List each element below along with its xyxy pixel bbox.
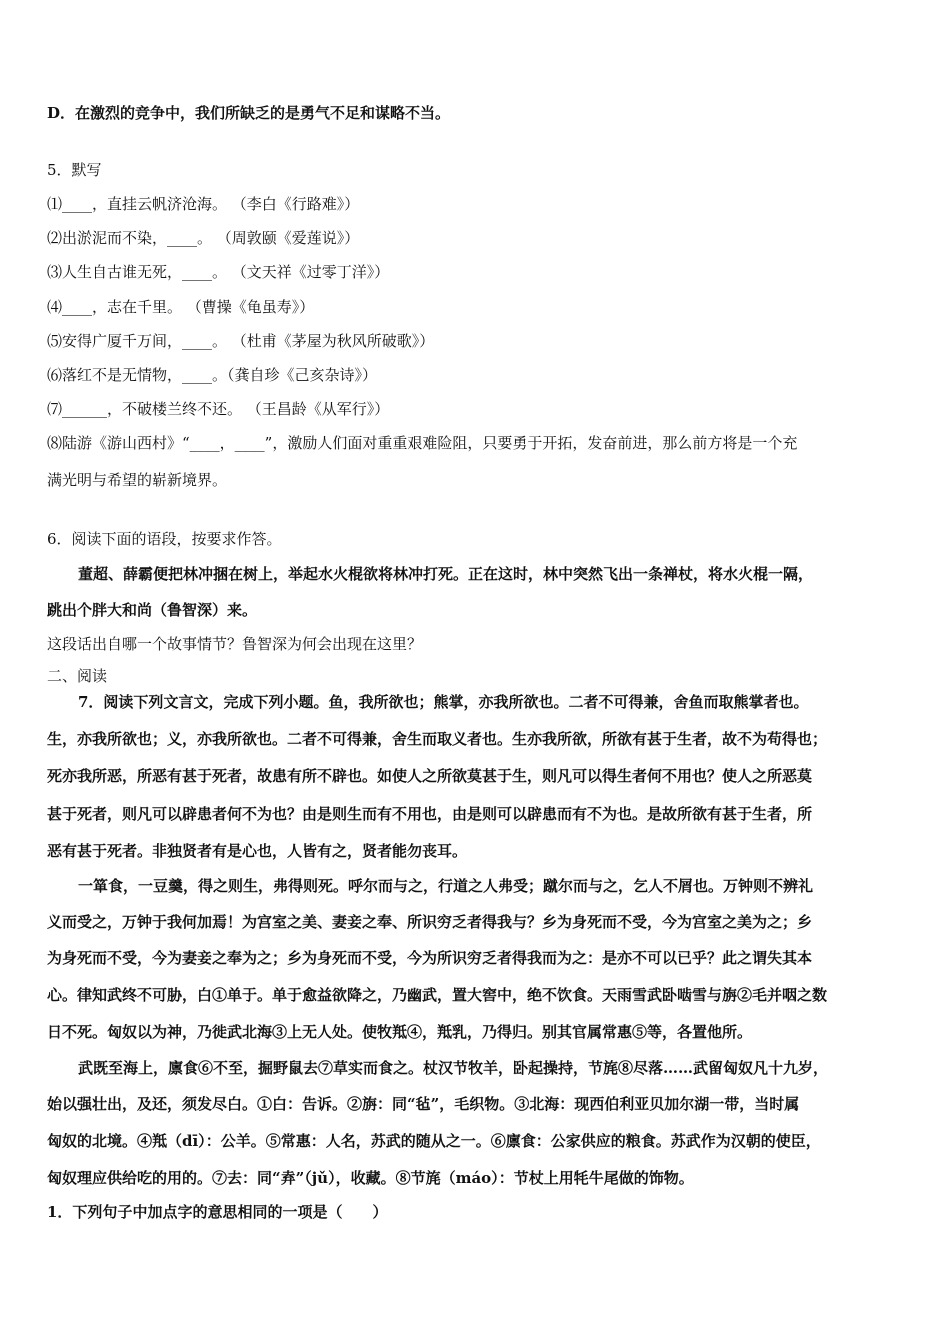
q7-line-3: 死亦我所恶，所恶有甚于死者，故患有所不辟也。如使人之所欲莫甚于生，则凡可以得生者何不用也？使人之所恶莫	[47, 767, 813, 785]
q7-line-2: 生，亦我所欲也；义，亦我所欲也。二者不可得兼，舍生而取义者也。生亦我所欲，所欲有甚于生者，故不为苟得也；	[47, 730, 828, 748]
q7-line-13: 匈奴的北境。④羝（dī）：公羊。⑤常惠：人名，苏武的随从之一。⑥廪食：公家供应的粮食。苏武作为汉朝的使臣，	[47, 1132, 821, 1150]
q6-passage-line-2: 跳出个胖大和尚（鲁智深）来。	[47, 601, 258, 619]
q5-item-7: ⑺______，不破楼兰终不还。 （王昌龄《从军行》）	[47, 400, 390, 418]
q5-item-8-cont: 满光明与希望的崭新境界。	[47, 471, 228, 489]
q5-item-6: ⑹落红不是无情物，____。（龚自珍《己亥杂诗》）	[47, 366, 378, 384]
q5-item-4: ⑷____，志在千里。 （曹操《龟虽寿》）	[47, 298, 315, 316]
q7-line-9: 心。律知武终不可胁，白①单于。单于愈益欲降之，乃幽武，置大窖中，绝不饮食。天雨雪武卧啮雪与旃②毛并咽之数	[47, 986, 828, 1004]
q1-prompt: 1．下列句子中加点字的意思相同的一项是（ ）	[47, 1203, 388, 1221]
q7-line-7: 义而受之，万钟于我何加焉！为宫室之美、妻妾之奉、所识穷乏者得我与？乡为身死而不受，今为宫室之美为之；乡	[47, 913, 813, 931]
q5-item-8: ⑻陆游《游山西村》“____，____”，激励人们面对重重艰难险阻，只要勇于开拓，发奋前进，那么前方将是一个充	[47, 434, 798, 452]
q5-item-2: ⑵出淤泥而不染，____。 （周敦颐《爱莲说》）	[47, 229, 360, 247]
q5-title: 5．默写	[47, 161, 102, 179]
q7-line-1: 7．阅读下列文言文，完成下列小题。鱼，我所欲也；熊掌，亦我所欲也。二者不可得兼，舍鱼而取熊掌者也。	[78, 693, 809, 711]
section-heading: 二、阅读	[47, 667, 108, 685]
q7-line-5: 恶有甚于死者。非独贤者有是心也，人皆有之，贤者能勿丧耳。	[47, 842, 468, 860]
q5-item-3: ⑶人生自古谁无死，____。 （文天祥《过零丁洋》）	[47, 263, 390, 281]
q7-line-4: 甚于死者，则凡可以辟患者何不为也？由是则生而有不用也，由是则可以辟患而有不为也。是故所欲有甚于生者，所	[47, 805, 813, 823]
q6-passage-line-1: 董超、薛霸便把林冲捆在树上，举起水火棍欲将林冲打死。正在这时，林中突然飞出一条禅杖，将水火棍一隔，	[78, 565, 814, 583]
q6-question: 这段话出自哪一个故事情节？鲁智深为何会出现在这里？	[47, 635, 423, 653]
q7-line-12: 始以强壮出，及还，须发尽白。①白：告诉。②旃：同“毡”，毛织物。③北海：现西伯利亚贝加尔湖一带，当时属	[47, 1095, 800, 1113]
q7-line-14: 匈奴理应供给吃的用的。⑦去：同“弆”（jǔ），收藏。⑧节旄（máo）：节杖上用牦牛尾做的饰物。	[47, 1169, 694, 1187]
q7-line-10: 日不死。匈奴以为神，乃徙武北海③上无人处。使牧羝④，羝乳，乃得归。别其官属常惠⑤等，各置他所。	[47, 1023, 753, 1041]
q6-title: 6．阅读下面的语段，按要求作答。	[47, 530, 282, 548]
option-d: D．在激烈的竞争中，我们所缺乏的是勇气不足和谋略不当。	[47, 104, 451, 122]
q7-line-6: 一箪食，一豆羹，得之则生，弗得则死。呼尔而与之，行道之人弗受；蹴尔而与之，乞人不屑也。万钟则不辨礼	[78, 877, 814, 895]
q7-line-8: 为身死而不受，今为妻妾之奉为之；乡为身死而不受，今为所识穷乏者得我而为之：是亦不可以已乎？此之谓失其本	[47, 949, 813, 967]
q7-line-11: 武既至海上，廪食⑥不至，掘野鼠去⑦草实而食之。杖汉节牧羊，卧起操持，节旄⑧尽落……武留匈奴凡十九岁，	[78, 1059, 829, 1077]
q5-item-1: ⑴____，直挂云帆济沧海。 （李白《行路难》）	[47, 195, 360, 213]
q5-item-5: ⑸安得广厦千万间，____。 （杜甫《茅屋为秋风所破歌》）	[47, 332, 435, 350]
